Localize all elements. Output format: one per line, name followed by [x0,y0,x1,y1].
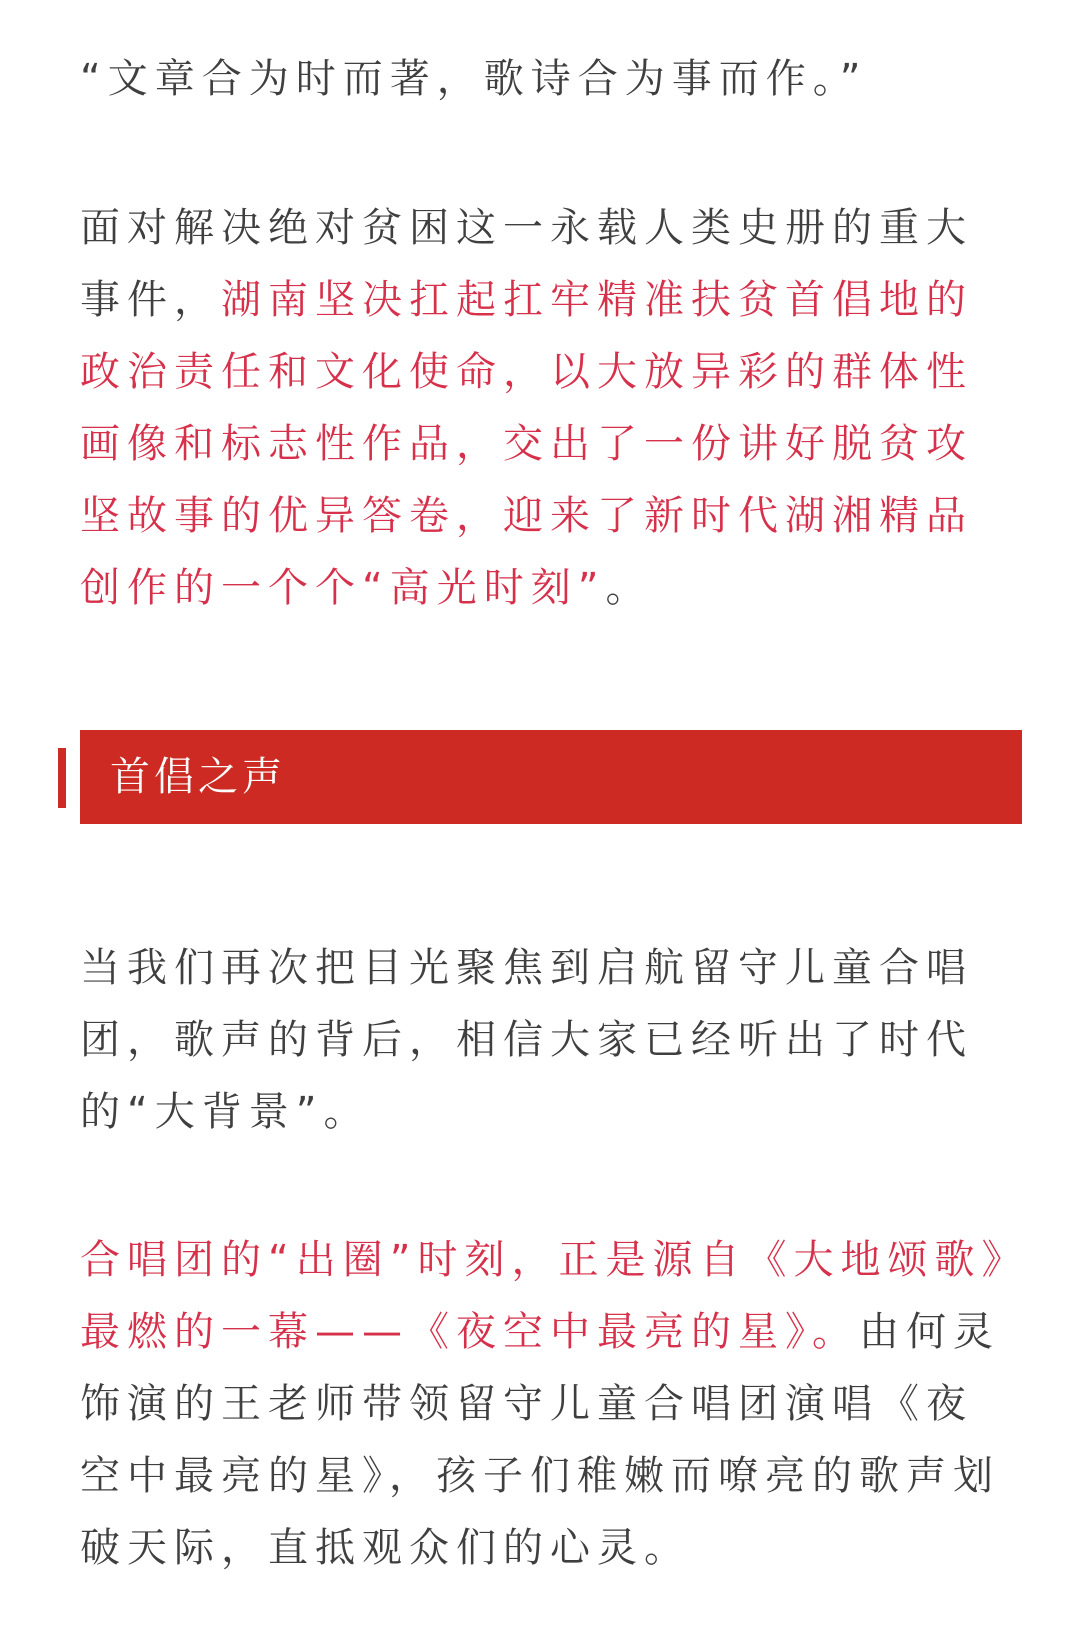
intro-end-punctuation: 。 [605,565,653,611]
quote-paragraph [80,43,1010,115]
body-highlight-text: 合唱团的“出圈”时刻，正是源自《大地颂歌》最燃的一幕——《夜空中最亮的星》。 [80,1237,1009,1355]
section-header [58,730,1022,824]
section-title: 首倡之声 [110,754,286,800]
body-text-1: 当我们再次把目光聚焦到启航留守儿童合唱团，歌声的背后，相信大家已经听出了时代的“大背景”。 [80,945,973,1135]
intro-highlight-text: 湖南坚决扛起扛牢精准扶贫首倡地的政治责任和文化使命，以大放异彩的群体性画像和标志性作品，交出了一份讲好脱贫攻坚故事的优异答卷，迎来了新时代湖湘精品创作的一个个“高光时刻” [80,277,973,611]
body-paragraph-1 [80,932,1010,1148]
body-text-2: 由何灵饰演的王老师带领留守儿童合唱团演唱《夜空中最亮的星》，孩子们稚嫩而嘹亮的歌声划破天际，直抵观众们的心灵。 [80,1309,1000,1571]
quote-text: “文章合为时而著，歌诗合为事而作。” [80,56,868,102]
section-accent-bar [58,748,66,808]
body-paragraph-2 [80,1224,1010,1584]
intro-text: 面对解决绝对贫困这一永载人类史册的重大事件， [80,205,973,323]
intro-paragraph [80,192,1010,624]
section-title-box [80,730,1022,824]
